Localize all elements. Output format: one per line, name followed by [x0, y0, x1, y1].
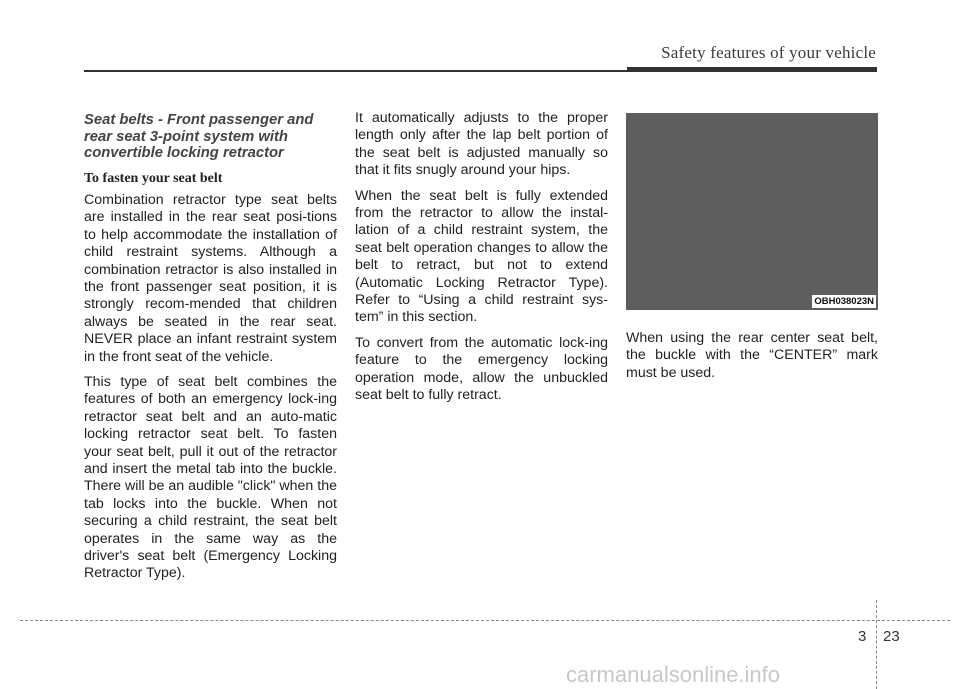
page-number: 23	[883, 628, 900, 645]
sub-heading: To fasten your seat belt	[84, 170, 223, 186]
text-column-1	[84, 110, 337, 591]
chapter-number: 3	[858, 628, 867, 645]
paragraph: To convert from the automatic lock-ing feature to the emergency locking operation mode, allow the unbuckled seat belt to fully retract.	[355, 334, 608, 404]
text-column-2	[355, 110, 608, 413]
paragraph: This type of seat belt combines the features of both an emergency lock-ing retractor seat belt and an auto-matic locking retractor seat belt. To fasten your seat belt, pull it out of the retractor and insert the metal tab into the buckle. There will be an audible "click" when the tab locks into the buckle. When not securing a child restraint, the seat belt operates in the same way as the driver's seat belt (Emergency Locking Retractor Type).	[84, 373, 337, 582]
section-heading: Seat belts - Front passenger and rear seat 3-point system with convertible locking retractor	[84, 112, 314, 161]
watermark: carmanualsonline.info	[566, 662, 781, 687]
page-header-title: Safety features of your vehicle	[661, 43, 876, 62]
paragraph: It automatically adjusts to the proper length only after the lap belt portion of the seat belt is adjusted manually so that it fits snugly around your hips.	[355, 110, 608, 179]
footer-divider	[20, 620, 950, 621]
paragraph: Combination retractor type seat belts are installed in the rear seat posi-tions to help accommodate the installation of child restraint systems. Although a combination retractor is also installed in the front passenger seat position, it is strongly recom-mended that children always be seated in the rear seat. NEVER place an infant restraint system in the front seat of the vehicle.	[84, 191, 337, 365]
header-rule-accent	[627, 67, 877, 72]
illustration-figure	[626, 113, 878, 310]
footer-page-divider	[876, 600, 877, 689]
figure-code: OBH038023N	[814, 296, 874, 307]
text-column-3	[626, 110, 878, 390]
paragraph: When the seat belt is fully extended from the retractor to allow the instal-lation of a child restraint system, the seat belt operation changes to allow the belt to retract, but not to extend (Automatic Locking Retractor Type). Refer to “Using a child restraint sys-tem” in this section.	[355, 187, 608, 326]
paragraph: When using the rear center seat belt, the buckle with the “CENTER” mark must be used.	[626, 330, 878, 381]
